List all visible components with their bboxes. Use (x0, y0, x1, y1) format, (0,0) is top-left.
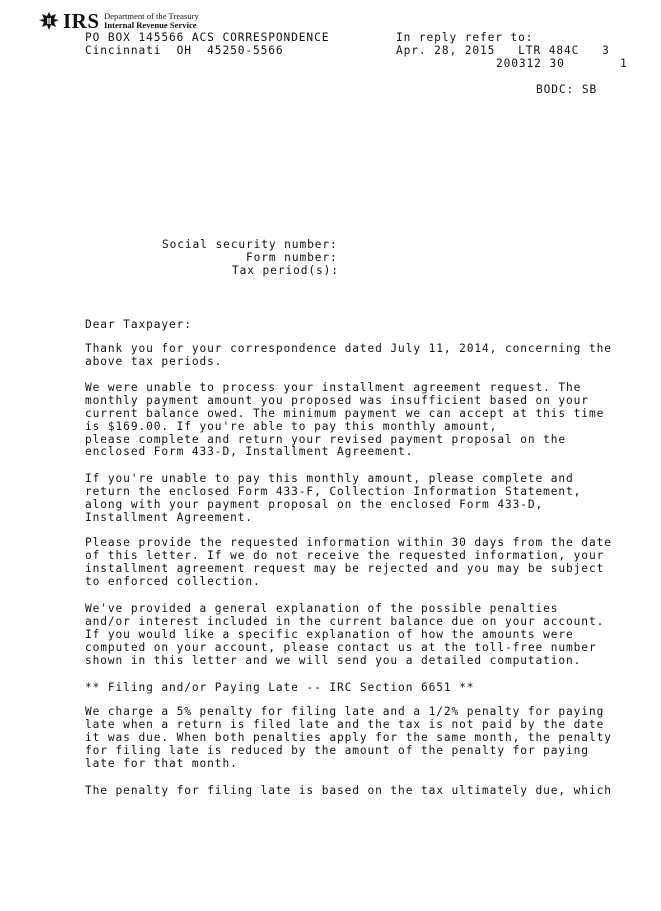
paragraph-line: above tax periods. (85, 354, 223, 368)
paragraph-line: monthly payment amount you proposed was insufficient based on your (85, 393, 589, 407)
page-number: 1 (620, 57, 628, 70)
paragraph-line: return the enclosed Form 433-F, Collection Information Statement, (85, 484, 582, 498)
irs-wordmark: IRS (63, 9, 100, 33)
paragraph-line: late when a return is filed late and the tax is not paid by the date (85, 717, 605, 731)
paragraph-line: to enforced collection. (85, 574, 261, 588)
section-heading (85, 681, 474, 694)
refer-label: In reply refer to: (396, 31, 534, 44)
tax-period-label: Tax period(s): (232, 264, 339, 277)
return-address-line1: PO BOX 145566 ACS CORRESPONDENCE (85, 31, 330, 44)
paragraph-line: ** Filing and/or Paying Late -- IRC Section 6651 ** (85, 681, 475, 694)
paragraph-line: is $169.00. If you're able to pay this monthly amount, (85, 419, 498, 433)
paragraph-line: We charge a 5% penalty for filing late and a 1/2% penalty for paying (85, 705, 605, 718)
paragraph-line: Installment Agreement. (85, 510, 253, 524)
paragraph-line: current balance owed. The minimum payment we can accept at this time (85, 406, 605, 420)
paragraph-line: If you would like a specific explanation of how the amounts were (85, 627, 574, 641)
letter-paragraph (85, 705, 612, 769)
paragraph-line: for filing late is reduced by the amount of the penalty for paying (85, 743, 589, 757)
letter-paragraph (85, 342, 612, 368)
eagle-seal-icon (38, 10, 60, 32)
paragraph-line: along with your payment proposal on the enclosed Form 433-D, (85, 497, 544, 511)
return-address-line2: Cincinnati OH 45250-5566 (85, 44, 284, 57)
paragraph-line: installment agreement request may be rejected and you may be subject (85, 561, 605, 575)
paragraph-line: it was due. When both penalties apply for the same month, the penalty (85, 730, 612, 744)
paragraph-line: shown in this letter and we will send you a detailed computation. (85, 653, 582, 667)
letter-paragraph (85, 472, 581, 524)
department-name: Department of the Treasury (104, 11, 199, 21)
letter-paragraph (85, 381, 604, 458)
paragraph-line: late for that month. (85, 756, 238, 770)
paragraph-line: If you're unable to pay this monthly amount, please complete and (85, 472, 574, 485)
paragraph-line: We were unable to process your installment agreement request. The (85, 381, 582, 394)
letter-paragraph (85, 602, 604, 666)
paragraph-line: We've provided a general explanation of the possible penalties (85, 602, 559, 615)
paragraph-line: The penalty for filing late is based on the tax ultimately due, which (85, 784, 612, 797)
letter-paragraph (85, 536, 612, 588)
paragraph-line: and/or interest included in the current balance due on your account. (85, 614, 605, 628)
refer-code: 200312 30 (496, 57, 565, 70)
bodc-code: BODC: SB (536, 83, 598, 96)
letter-paragraph (85, 784, 612, 797)
salutation: Dear Taxpayer: (85, 318, 192, 331)
ssn-label: Social security number: (162, 238, 338, 251)
paragraph-line: computed on your account, please contact us at the toll-free number (85, 640, 597, 654)
paragraph-line: Thank you for your correspondence dated July 11, 2014, concerning the (85, 342, 612, 355)
paragraph-line: of this letter. If we do not receive the requested information, your (85, 548, 605, 562)
paragraph-line: enclosed Form 433-D, Installment Agreement. (85, 445, 414, 459)
service-name: Internal Revenue Service (104, 20, 197, 30)
form-number-label: Form number: (246, 251, 338, 264)
paragraph-line: Please provide the requested information within 30 days from the date (85, 536, 612, 549)
paragraph-line: please complete and return your revised payment proposal on the (85, 432, 567, 446)
refer-date-letter: Apr. 28, 2015 LTR 484C 3 (396, 44, 610, 57)
